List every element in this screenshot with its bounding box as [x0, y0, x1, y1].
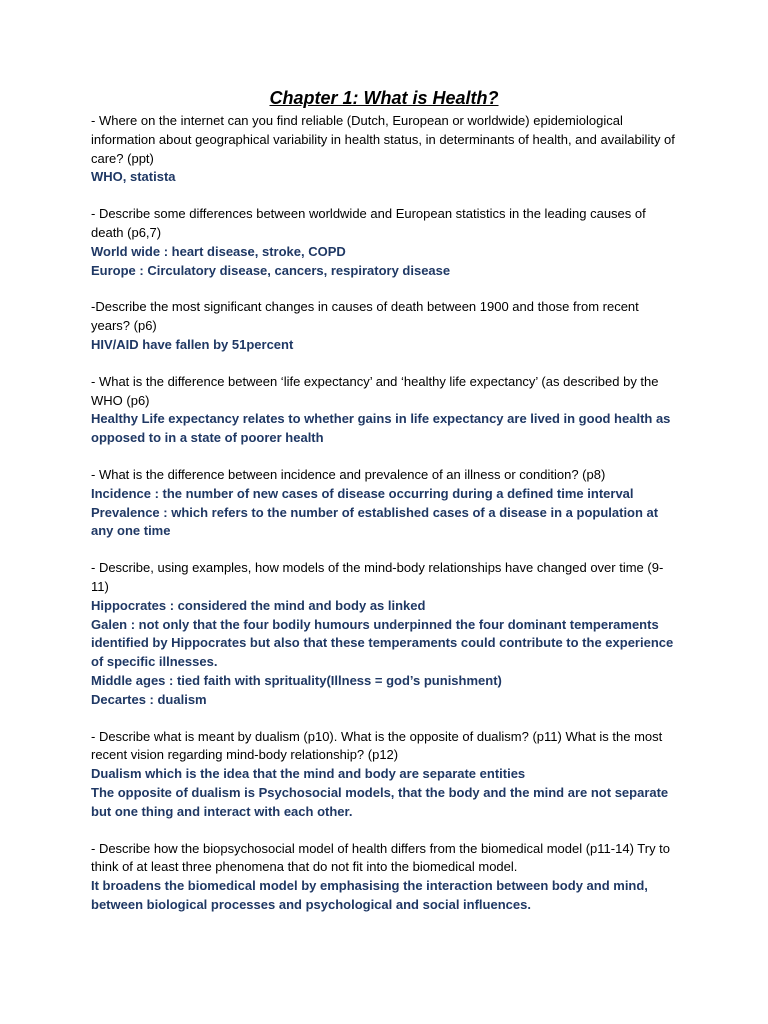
page-title: Chapter 1: What is Health? [269, 88, 499, 108]
qa-section [91, 112, 681, 187]
answer-text: Prevalence : which refers to the number of established cases of a disease in a population at any one time [91, 504, 659, 539]
qa-section [91, 373, 681, 448]
answer-text: Hippocrates : considered the mind and body as linked [91, 597, 426, 613]
question-text: - Describe, using examples, how models of the mind-body relationships have changed over time (9-11) [91, 560, 664, 594]
answer-text: Europe : Circulatory disease, cancers, respiratory disease [91, 262, 451, 278]
question-text: - What is the difference between ‘life expectancy’ and ‘healthy life expectancy’ (as described by the WHO (p6) [91, 373, 659, 408]
answer-text: The opposite of dualism is Psychosocial models, that the body and the mind are not separate but one thing and interact with each other. [91, 784, 669, 819]
answer-text: Dualism which is the idea that the mind and body are separate entities [91, 766, 526, 782]
answer-text: Galen : not only that the four bodily humours underpinned the four dominant temperaments identified by Hippocrates but also that these temperaments could contribute to the experience of specific illnesses. [91, 616, 674, 670]
qa-section [91, 840, 681, 915]
qa-section [91, 466, 681, 541]
question-text: -Describe the most significant changes in causes of death between 1900 and those from recent years? (p6) [91, 299, 639, 334]
qa-section [91, 205, 681, 280]
question-text: - Describe what is meant by dualism (p10). What is the opposite of dualism? (p11) What is the most recent vision regarding mind-body relationship? (p12) [91, 728, 663, 763]
question-text: - What is the difference between incidence and prevalence of an illness or condition? (p8) [91, 466, 606, 482]
answer-text: Middle ages : tied faith with sprituality(Illness = god’s punishment) [91, 672, 502, 688]
qa-section [91, 559, 681, 709]
document-body [91, 112, 681, 933]
question-text: - Describe some differences between worldwide and European statistics in the leading causes of death (p6,7) [91, 206, 646, 240]
answer-text: Decartes : dualism [91, 691, 207, 707]
qa-section [91, 728, 681, 822]
answer-text: WHO, statista [91, 169, 176, 185]
answer-text: Incidence : the number of new cases of disease occurring during a defined time interval [91, 485, 634, 501]
question-text: - Describe how the biopsychosocial model of health differs from the biomedical model (p11-14) Try to think of at least three phenomena that do not fit into the biomedical model. [91, 840, 671, 875]
qa-section [91, 298, 681, 354]
question-text: - Where on the internet can you find reliable (Dutch, European or worldwide) epidemiological information about geographical variability in health status, in determinants of health, and availability of care? (ppt) [91, 113, 675, 166]
answer-text: It broadens the biomedical model by emphasising the interaction between body and mind, between biological processes and psychological and social influences. [91, 878, 648, 912]
answer-text: Healthy Life expectancy relates to whether gains in life expectancy are lived in good health as opposed to in a state of poorer health [91, 411, 671, 446]
answer-text: HIV/AID have fallen by 51percent [91, 336, 294, 352]
answer-text: World wide : heart disease, stroke, COPD [91, 243, 346, 259]
